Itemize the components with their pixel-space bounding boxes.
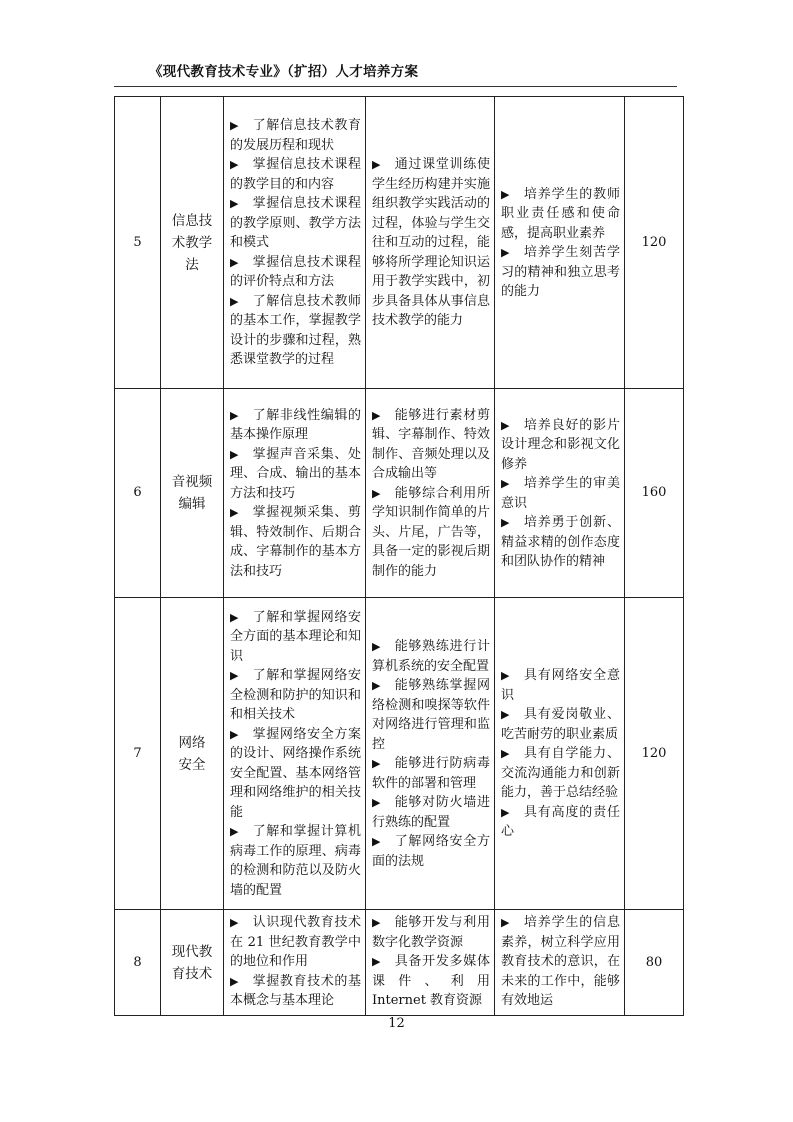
course-name: [161, 910, 224, 1016]
triangle-bullet-icon: ▶: [230, 119, 239, 133]
bullet-item: [230, 608, 361, 667]
bullet-item: [372, 754, 490, 793]
bullet-item: [230, 406, 361, 445]
bullet-item: [230, 155, 361, 194]
bullet-text: 了解网络安全方面的法规: [372, 834, 490, 869]
bullet-item: [372, 406, 490, 484]
bullet-item: [501, 474, 620, 513]
quality-goals-cell: [495, 910, 625, 1016]
course-hours: 120: [625, 97, 684, 389]
triangle-bullet-icon: ▶: [501, 187, 510, 201]
triangle-bullet-icon: ▶: [501, 418, 510, 432]
triangle-bullet-icon: ▶: [501, 805, 510, 819]
triangle-bullet-icon: ▶: [372, 158, 381, 172]
bullet-text: 了解和掌握网络安全方面的基本理论和知识: [230, 609, 361, 664]
course-content-cell: [224, 97, 366, 389]
triangle-bullet-icon: ▶: [372, 486, 381, 500]
bullet-text: 掌握网络安全方案的设计、网络操作系统安全配置、基本网络管理和网络维护的相关技能: [230, 726, 361, 820]
ability-goals-cell: [366, 598, 495, 910]
bullet-text: 了解信息技术教育的发展历程和现状: [230, 118, 361, 153]
course-content-cell: [224, 910, 366, 1016]
course-hours: 120: [625, 598, 684, 910]
bullet-text: 培养学生的教师职业责任感和使命感，提高职业素养: [501, 186, 620, 241]
bullet-item: [230, 116, 361, 155]
bullet-item: [372, 155, 490, 331]
course-number: 6: [115, 389, 161, 598]
triangle-bullet-icon: ▶: [372, 757, 381, 770]
triangle-bullet-icon: ▶: [501, 916, 510, 929]
bullet-item: [372, 793, 490, 832]
course-name-line: 现代教: [171, 943, 213, 960]
triangle-bullet-icon: ▶: [501, 669, 510, 683]
course-name-line: 育技术: [171, 965, 213, 982]
bullet-item: [501, 185, 620, 244]
triangle-bullet-icon: ▶: [230, 974, 239, 988]
bullet-item: [230, 822, 361, 900]
course-name: [161, 389, 224, 598]
bullet-text: 培养学生的审美意识: [501, 476, 620, 511]
triangle-bullet-icon: ▶: [372, 955, 381, 968]
triangle-bullet-icon: ▶: [230, 669, 239, 683]
triangle-bullet-icon: ▶: [372, 916, 381, 929]
bullet-text: 能够对防火墙进行熟练的配置: [372, 795, 490, 830]
course-name-line: 信息技: [171, 212, 213, 229]
course-name-line: 网络: [178, 734, 206, 751]
bullet-text: 培养良好的影片设计理念和影视文化修养: [501, 417, 620, 472]
bullet-text: 能够进行防病毒软件的部署和管理: [372, 756, 490, 791]
triangle-bullet-icon: ▶: [501, 708, 510, 722]
course-name-line: 法: [185, 256, 199, 273]
bullet-text: 能够开发与利用数字化教学资源: [372, 915, 490, 950]
course-name-line: 安全: [178, 756, 206, 773]
course-name: [161, 598, 224, 910]
triangle-bullet-icon: ▶: [372, 408, 381, 422]
course-name-line: 音视频: [171, 474, 213, 490]
bullet-text: 认识现代教育技术在 21 世纪教育教学中的地位和作用: [230, 915, 361, 969]
bullet-item: [372, 484, 490, 582]
quality-goals-cell: [495, 97, 625, 389]
bullet-text: 掌握信息技术课程的评价特点和方法: [230, 254, 361, 290]
document-header: 《现代教育技术专业》（扩招）人才培养方案: [149, 64, 419, 80]
triangle-bullet-icon: ▶: [230, 916, 239, 929]
triangle-bullet-icon: ▶: [230, 408, 239, 422]
triangle-bullet-icon: ▶: [372, 679, 381, 692]
curriculum-table: [114, 96, 684, 1016]
bullet-item: [230, 445, 361, 504]
course-content-cell: [224, 389, 366, 598]
bullet-item: [501, 803, 620, 842]
bullet-text: 掌握视频采集、剪辑、特效制作、后期合成、字幕制作的基本方法和技巧: [230, 505, 361, 579]
course-number: 5: [115, 97, 161, 389]
ability-goals-cell: [366, 97, 495, 389]
bullet-item: [230, 972, 361, 1011]
bullet-item: [230, 725, 361, 823]
bullet-item: [372, 952, 490, 1011]
triangle-bullet-icon: ▶: [501, 477, 510, 490]
bullet-item: [230, 913, 361, 972]
bullet-item: [501, 913, 620, 1011]
ability-goals-cell: [366, 910, 495, 1016]
bullet-text: 具有自学能力、交流沟通能力和创新能力，善于总结经验: [501, 746, 620, 801]
bullet-item: [230, 503, 361, 581]
bullet-item: [230, 292, 361, 370]
bullet-text: 了解非线性编辑的基本操作原理: [230, 407, 361, 443]
bullet-text: 能够熟练进行计算机系统的安全配置: [372, 639, 490, 674]
bullet-item: [501, 513, 620, 572]
triangle-bullet-icon: ▶: [501, 246, 510, 259]
bullet-text: 能够进行素材剪辑、字幕制作、特效制作、音频处理以及合成输出等: [372, 407, 490, 482]
triangle-bullet-icon: ▶: [230, 158, 239, 172]
bullet-text: 能够熟练掌握网络检测和嗅探等软件对网络进行管理和监控: [372, 678, 490, 752]
bullet-text: 了解信息技术教师的基本工作，掌握教学设计的步骤和过程，熟悉课堂教学的过程: [230, 293, 361, 368]
bullet-text: 能够综合利用所学知识制作简单的片头、片尾，广告等，具备一定的影视后期制作的能力: [372, 485, 490, 579]
quality-goals-cell: [495, 598, 625, 910]
bullet-item: [372, 637, 490, 676]
bullet-item: [501, 744, 620, 803]
bullet-item: [501, 666, 620, 705]
bullet-item: [230, 194, 361, 253]
triangle-bullet-icon: ▶: [372, 796, 381, 809]
bullet-text: 通过课堂训练使学生经历构建并实施组织教学实践活动的过程，体验与学生交往和互动的过程，能够将所学理论知识运用于教学实践中，初步具备具体从事信息技术教学的能力: [372, 157, 490, 329]
bullet-text: 具有爱岗敬业、吃苦耐劳的职业素质: [501, 707, 620, 742]
bullet-text: 培养勇于创新、精益求精的创作态度和团队协作的精神: [501, 515, 620, 569]
triangle-bullet-icon: ▶: [230, 506, 239, 520]
bullet-item: [230, 253, 361, 292]
course-number: 7: [115, 598, 161, 910]
bullet-text: 具备开发多媒体课件、利用 Internet 教育资源: [372, 954, 490, 1008]
ability-goals-cell: [366, 389, 495, 598]
bullet-item: [501, 705, 620, 744]
triangle-bullet-icon: ▶: [230, 255, 239, 269]
triangle-bullet-icon: ▶: [230, 610, 239, 624]
page-number: 12: [388, 1016, 405, 1031]
bullet-item: [372, 676, 490, 754]
bullet-text: 了解和掌握网络安全检测和防护的知识和和相关技术: [230, 668, 361, 723]
course-name: [161, 97, 224, 389]
table-row: [115, 910, 684, 1016]
bullet-item: [372, 832, 490, 871]
bullet-text: 掌握信息技术课程的教学原则、教学方法和模式: [230, 196, 361, 251]
course-hours: 160: [625, 389, 684, 598]
bullet-text: 掌握声音采集、处理、合成、输出的基本方法和技巧: [230, 446, 361, 501]
triangle-bullet-icon: ▶: [230, 197, 239, 211]
bullet-item: [230, 666, 361, 725]
header-rule: [114, 86, 677, 87]
course-name-line: 编辑: [178, 496, 206, 512]
bullet-text: 具有网络安全意识: [501, 668, 620, 703]
triangle-bullet-icon: ▶: [230, 727, 239, 741]
table-row: [115, 389, 684, 598]
bullet-text: 具有高度的责任心: [501, 804, 620, 840]
bullet-item: [501, 416, 620, 475]
triangle-bullet-icon: ▶: [501, 516, 510, 529]
bullet-item: [372, 913, 490, 952]
triangle-bullet-icon: ▶: [230, 447, 239, 461]
triangle-bullet-icon: ▶: [372, 835, 381, 848]
table-row: [115, 97, 684, 389]
bullet-item: [501, 243, 620, 302]
course-content-cell: [224, 598, 366, 910]
triangle-bullet-icon: ▶: [501, 747, 510, 761]
bullet-text: 培养学生的信息素养，树立科学应用教育技术的意识，在未来的工作中，能够有效地运: [501, 915, 620, 1008]
bullet-text: 掌握教育技术的基本概念与基本理论: [230, 973, 361, 1008]
quality-goals-cell: [495, 389, 625, 598]
course-number: 8: [115, 910, 161, 1016]
table-row: [115, 598, 684, 910]
bullet-text: 了解和掌握计算机病毒工作的原理、病毒的检测和防范以及防火墙的配置: [230, 824, 361, 898]
triangle-bullet-icon: ▶: [230, 825, 239, 839]
triangle-bullet-icon: ▶: [230, 294, 239, 308]
bullet-text: 培养学生刻苦学习的精神和独立思考的能力: [501, 245, 620, 299]
course-hours: 80: [625, 910, 684, 1016]
bullet-text: 掌握信息技术课程的教学目的和内容: [230, 157, 361, 192]
course-name-line: 术教学: [171, 234, 213, 251]
triangle-bullet-icon: ▶: [372, 640, 381, 653]
